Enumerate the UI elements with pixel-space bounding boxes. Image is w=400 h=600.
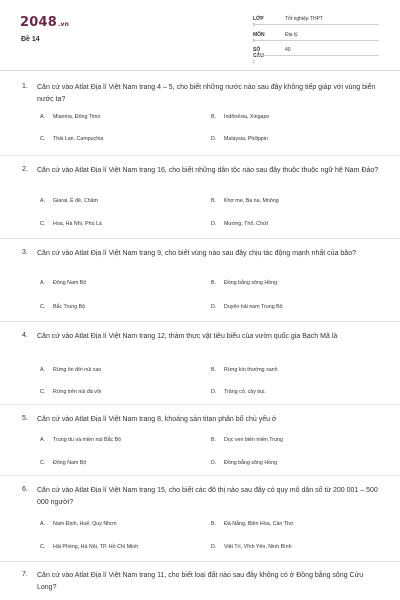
question-number: 5. — [22, 415, 28, 422]
option-text: Rừng trên núi đá vôi — [53, 389, 102, 395]
option-letter: C. — [40, 221, 46, 227]
option-c[interactable] — [40, 544, 138, 550]
option-d[interactable] — [211, 221, 268, 227]
meta-key: LỚP : — [253, 16, 264, 28]
question-number: 2. — [22, 166, 28, 173]
option-b[interactable] — [211, 367, 278, 373]
meta-value: 40 — [285, 47, 291, 53]
option-d[interactable] — [211, 389, 266, 395]
option-d[interactable] — [211, 460, 277, 466]
option-letter: A. — [40, 521, 46, 527]
option-letter: D. — [211, 221, 217, 227]
option-letter: D. — [211, 544, 217, 550]
question-number: 7. — [22, 571, 28, 578]
option-text: Hải Phòng, Hà Nội, TP. Hồ Chí Minh — [53, 544, 139, 550]
option-letter: B. — [211, 280, 217, 286]
option-letter: C. — [40, 460, 46, 466]
option-letter: A. — [40, 198, 46, 204]
option-a[interactable] — [40, 521, 117, 527]
option-letter: B. — [211, 367, 217, 373]
option-text: Nam Định, Huế, Quy Nhơn — [53, 521, 117, 527]
question-number: 4. — [22, 332, 28, 339]
option-text: Dọc ven biển miền Trung — [224, 437, 283, 443]
question-text: Căn cứ vào Atlat Địa lí Việt Nam trang 9, cho biết vùng nào sau đây chịu tác động mạnh nhất của bão? — [37, 250, 356, 257]
option-b[interactable] — [211, 198, 279, 204]
option-text: Đông Nam Bộ — [53, 460, 87, 466]
option-letter: B. — [211, 114, 217, 120]
option-b[interactable] — [211, 280, 277, 286]
meta-key: MÔN : — [253, 32, 265, 44]
option-d[interactable] — [211, 544, 292, 550]
option-letter: C. — [40, 136, 46, 142]
option-text: Việt Trì, Vĩnh Yên, Ninh Bình — [224, 544, 292, 550]
meta-key: SỐ CÂU : — [253, 47, 264, 65]
option-a[interactable] — [40, 198, 98, 204]
question-divider — [0, 561, 400, 562]
option-b[interactable] — [211, 114, 269, 120]
option-text: Bắc Trung Bộ — [53, 304, 86, 310]
option-text: Giarai, Ê đê, Chăm — [53, 198, 99, 204]
option-a[interactable] — [40, 114, 100, 120]
option-text: Đà Nẵng, Biên Hòa, Cần Thơ — [224, 521, 294, 527]
meta-underline — [253, 24, 379, 25]
option-text: Malaysia, Philippin — [224, 136, 268, 142]
exam-code: Đề 14 — [21, 36, 40, 43]
question-text: Căn cứ vào Atlat Địa lí Việt Nam trang 16, cho biết những dân tộc nào sau đây thuộc thuộc ngữ hệ Nam Đảo? — [37, 167, 379, 174]
option-d[interactable] — [211, 136, 268, 142]
question-divider — [0, 155, 400, 156]
option-text: Đồng bằng sông Hồng — [224, 460, 278, 466]
question-number: 6. — [22, 486, 28, 493]
option-letter: C. — [40, 389, 46, 395]
site-logo[interactable] — [20, 15, 69, 30]
option-text: Mianma, Đông Timo — [53, 114, 101, 120]
option-letter: D. — [211, 389, 217, 395]
option-c[interactable] — [40, 389, 101, 395]
option-text: Đồng bằng sông Hồng — [224, 280, 278, 286]
option-text: Rừng kín thường xanh — [224, 367, 278, 373]
option-letter: C. — [40, 544, 46, 550]
option-letter: D. — [211, 136, 217, 142]
option-a[interactable] — [40, 280, 86, 286]
option-c[interactable] — [40, 304, 85, 310]
option-text: Thái Lan, Campuchia — [53, 136, 104, 142]
option-letter: D. — [211, 460, 217, 466]
option-c[interactable] — [40, 136, 103, 142]
logo-main: 2048 — [20, 15, 57, 30]
question-number: 3. — [22, 249, 28, 256]
option-text: Đông Nam Bộ — [53, 280, 87, 286]
page-header — [0, 0, 400, 65]
option-letter: A. — [40, 114, 46, 120]
option-d[interactable] — [211, 304, 283, 310]
option-letter: B. — [211, 198, 217, 204]
option-letter: B. — [211, 521, 217, 527]
option-letter: A. — [40, 280, 46, 286]
option-text: Rừng ôn đới núi cao — [53, 367, 102, 373]
option-text: Mường, Thổ, Chứt — [224, 221, 269, 227]
option-letter: D. — [211, 304, 217, 310]
option-text: Hoa, Hà Nhì, Phù Lá — [53, 221, 102, 227]
question-text: Căn cứ vào Atlat Địa lí Việt Nam trang 8, khoáng sản titan phân bố chủ yếu ở — [37, 416, 277, 423]
question-divider — [0, 321, 400, 322]
meta-value: Địa lý — [285, 32, 298, 38]
option-c[interactable] — [40, 221, 102, 227]
question-divider — [0, 404, 400, 405]
meta-underline — [253, 55, 379, 56]
option-text: Trảng cỏ, cây bụi. — [224, 389, 266, 395]
option-letter: A. — [40, 367, 46, 373]
option-letter: C. — [40, 304, 46, 310]
option-b[interactable] — [211, 521, 293, 527]
logo-suffix: .vn — [57, 21, 70, 28]
option-a[interactable] — [40, 437, 121, 443]
option-letter: A. — [40, 437, 46, 443]
question-text: Căn cứ vào Atlat Địa lí Việt Nam trang 11, cho biết loại đất nào sau đây không có ở Đồng bằng sông Cửu Long? — [37, 572, 364, 591]
option-letter: B. — [211, 437, 217, 443]
option-b[interactable] — [211, 437, 283, 443]
question-divider — [0, 238, 400, 239]
option-text: Duyên hải nam Trung Bộ — [224, 304, 283, 310]
meta-underline — [253, 40, 379, 41]
question-divider — [0, 475, 400, 476]
option-a[interactable] — [40, 367, 101, 373]
question-text: Căn cứ vào Atlat Địa lí Việt Nam trang 4 – 5, cho biết những nước nào sau đây không tiếp giáp với vùng biển nước ta? — [37, 84, 376, 103]
header-divider — [0, 70, 400, 71]
meta-value: Tốt nghiệp THPT — [285, 16, 323, 22]
question-text: Căn cứ vào Atlat Địa lí Việt Nam trang 12, thảm thực vật tiêu biểu của vườn quốc gia Bạch Mã là — [37, 333, 338, 340]
question-text: Căn cứ vào Atlat Địa lí Việt Nam trang 15, cho biết các đô thị nào sau đây có quy mô dân số từ 200 001 – 500 000 người? — [37, 487, 378, 506]
option-text: Indônêxia, Xingapo — [224, 114, 270, 120]
option-text: Khơ me, Ba na, Mnông — [224, 198, 279, 204]
question-number: 1. — [22, 83, 28, 90]
option-text: Trung du và miền núi Bắc Bộ — [53, 437, 122, 443]
option-c[interactable] — [40, 460, 86, 466]
